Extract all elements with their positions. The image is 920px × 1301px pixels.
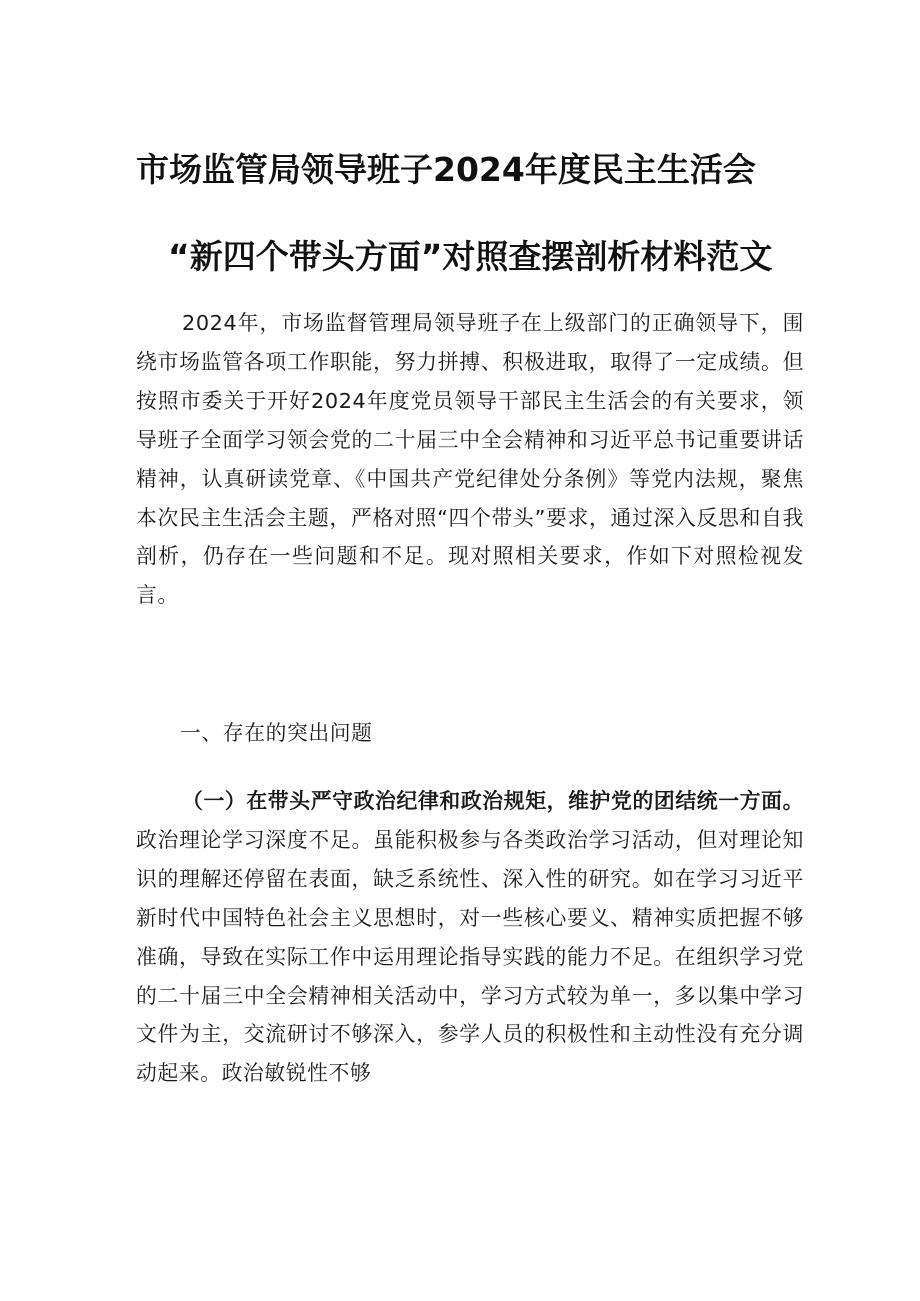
subsection-one-body: 政治理论学习深度不足。虽能积极参与各类政治学习活动，但对理论知识的理解还停留在表面，缺乏系统性、深入性的研究。如在学习习近平新时代中国特色社会主义思想时，对一些核心要义、精神实质把握不够准确，导致在实际工作中运用理论指导实践的能力不足。在组织学习党的二十届三中全会精神相关活动中，学习方式较为单一，多以集中学习文件为主，交流研讨不够深入，参学人员的积极性和主动性没有充分调动起来。政治敏锐性不够 — [136, 827, 804, 1086]
document-title-line-1: 市场监管局领导班子2024年度民主生活会 — [136, 150, 756, 189]
subsection-one-paragraph — [136, 782, 804, 1093]
subsection-one-heading: （一）在带头严守政治纪律和政治规矩，维护党的团结统一方面。 — [182, 789, 804, 813]
section-heading-existing-problems: 一、存在的突出问题 — [180, 721, 373, 745]
document-title-line-2: “新四个带头方面”对照查摆剖析材料范文 — [168, 237, 773, 276]
intro-paragraph: 2024年，市场监督管理局领导班子在上级部门的正确领导下，围绕市场监管各项工作职能，努力拼搏、积极进取，取得了一定成绩。但按照市委关于开好2024年度党员领导干部民主生活会的有关要求，领导班子全面学习领会党的二十届三中全会精神和习近平总书记重要讲话精神，认真研读党章、《中国共产党纪律处分条例》等党内法规，聚焦本次民主生活会主题，严格对照“四个带头”要求，通过深入反思和自我剖析，仍存在一些问题和不足。现对照相关要求，作如下对照检视发言。 — [136, 311, 804, 608]
